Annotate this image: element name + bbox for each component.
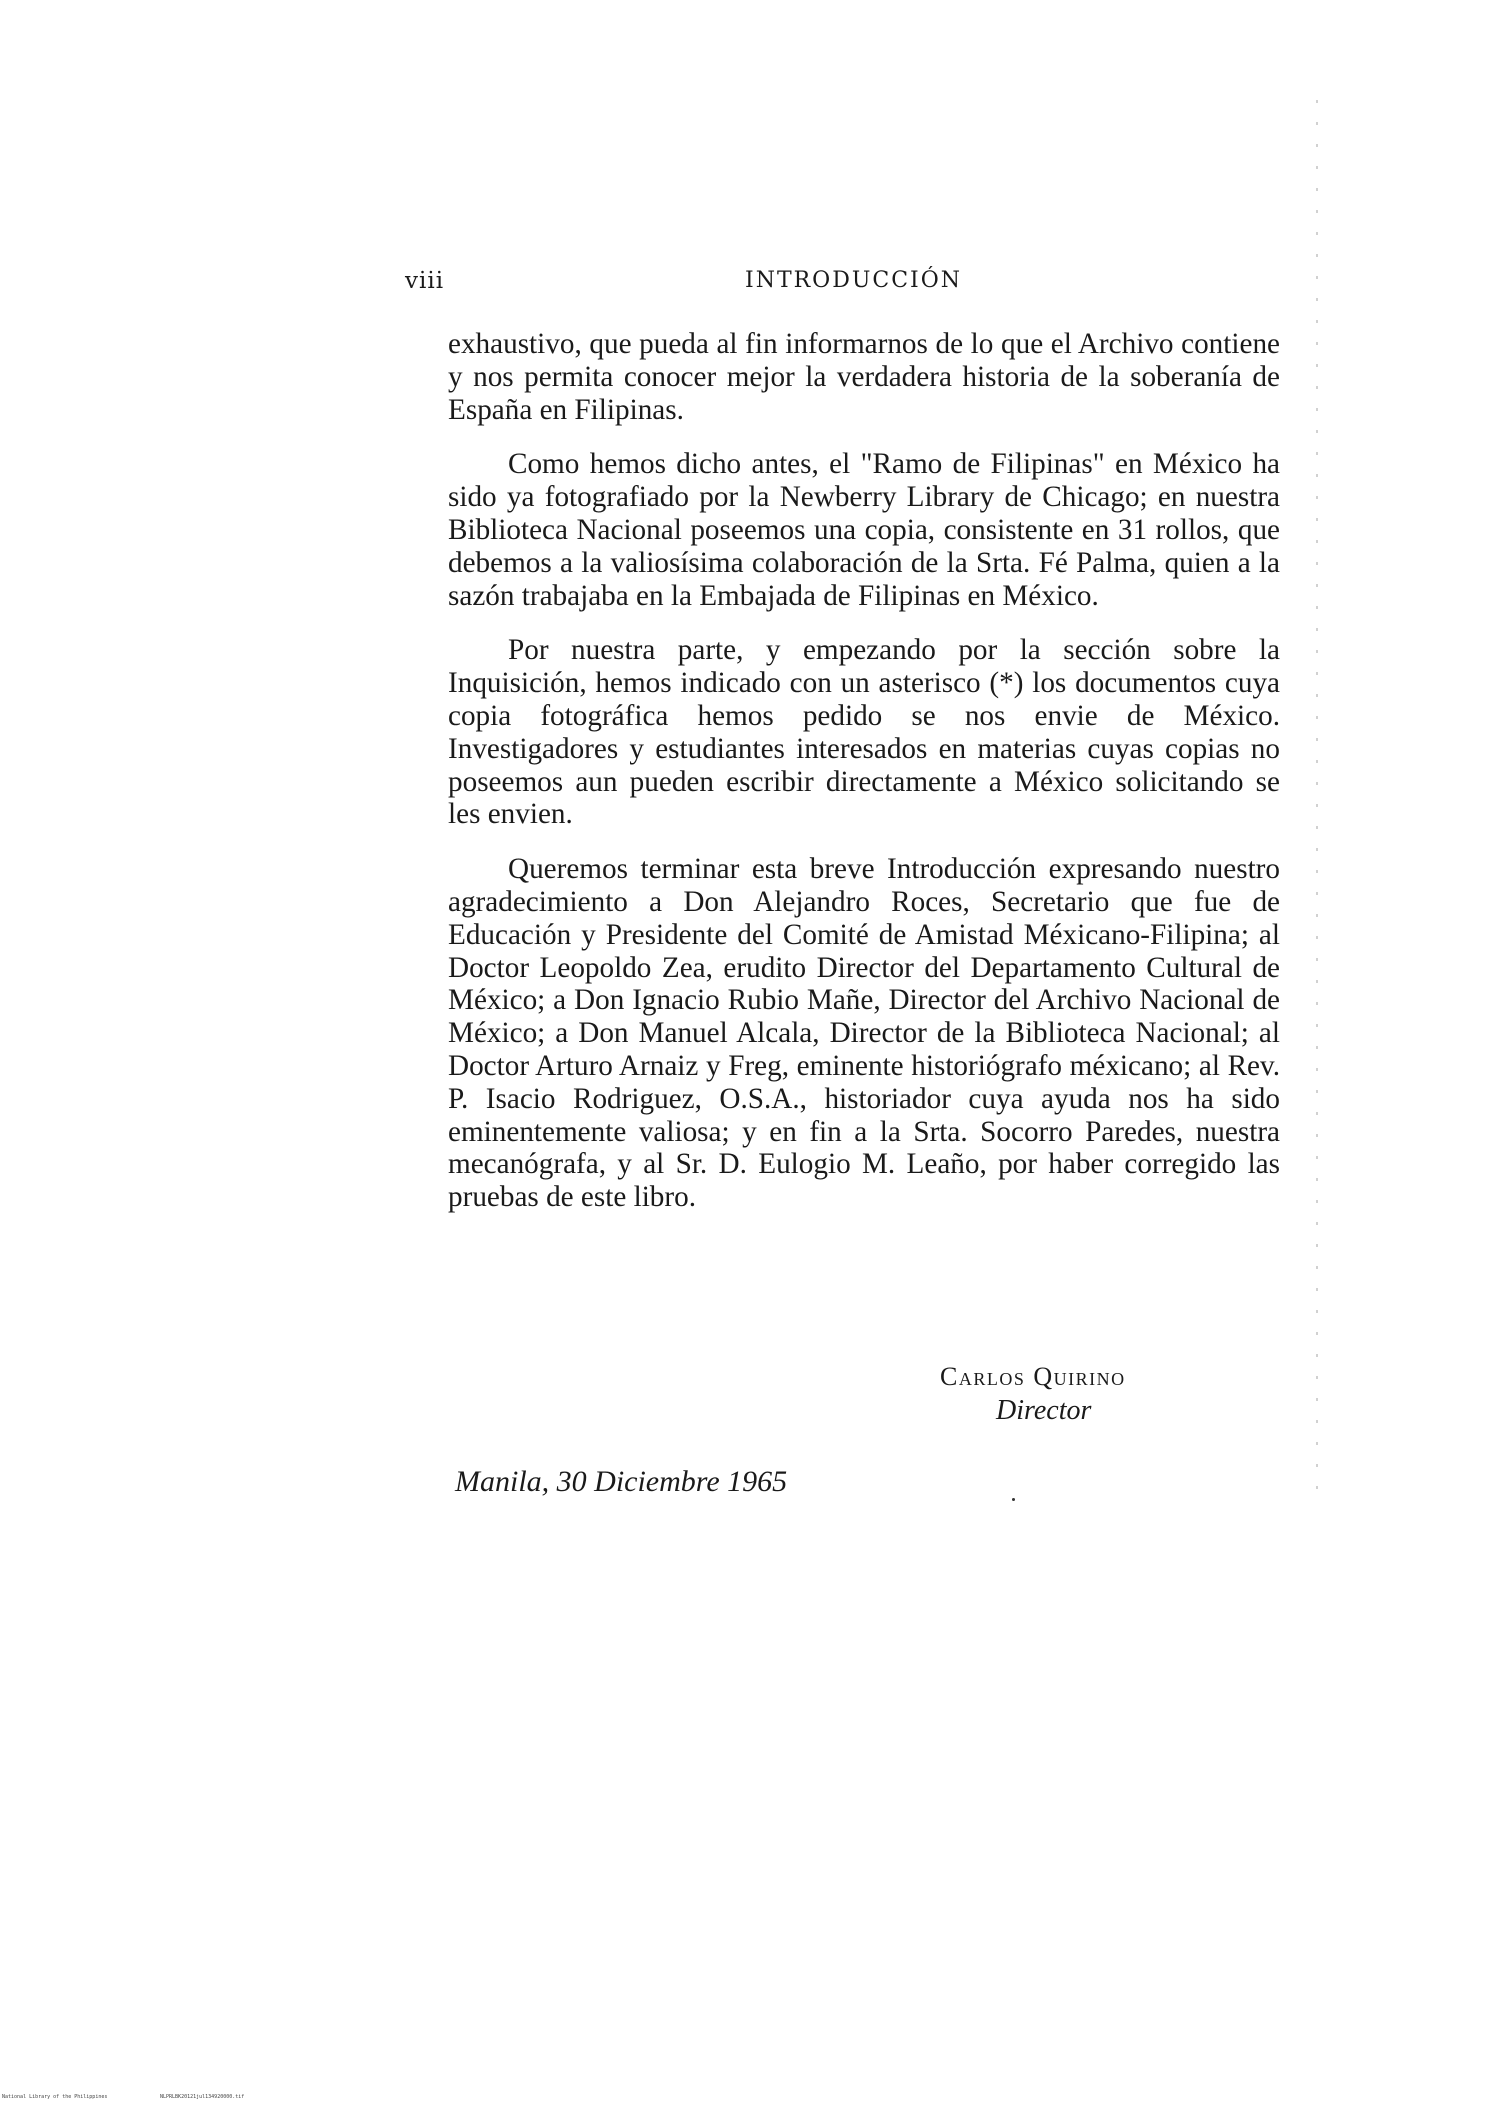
- signature-name: Carlos Quirino: [940, 1362, 1126, 1391]
- paragraph-2: Como hemos dicho antes, el "Ramo de Filipinas" en México ha sido ya fotografiado por la Newberry Library de Chicago; en nuestra Biblioteca Nacional poseemos una copia, consistente en 31 rollos, que debemos a la valiosísima colaboración de la Srta. Fé Palma, quien a la sazón trabajaba en la Embajada de Filipinas en México.: [448, 448, 1280, 612]
- footer-file-id: NLPRLBK20121jul134920000.tif: [160, 2094, 245, 2100]
- running-head: [405, 268, 1285, 298]
- scan-edge-marks: [1316, 100, 1318, 1500]
- signature-title: Director: [996, 1395, 1092, 1426]
- running-title: INTRODUCCIÓN: [745, 268, 963, 293]
- page-number: viii: [405, 268, 445, 294]
- paragraph-4: Queremos terminar esta breve Introducción expresando nuestro agradecimiento a Don Alejandro Roces, Secretario que fue de Educación y Presidente del Comité de Amistad Méxicano-Filipina; al Doctor Leopoldo Zea, erudito Director del Departamento Cultural de México; a Don Ignacio Rubio Mañe, Director del Archivo Nacional de México; a Don Manuel Alcala, Director de la Biblioteca Nacional; al Doctor Arturo Arnaiz y Freg, eminente historiógrafo méxicano; al Rev. P. Isacio Rodriguez, O.S.A., historiador cuya ayuda nos ha sido eminentemente valiosa; y en fin a la Srta. Socorro Paredes, nuestra mecanógrafa, y al Sr. D. Eulogio M. Leaño, por haber corregido las pruebas de este libro.: [448, 853, 1280, 1214]
- dateline: Manila, 30 Diciembre 1965: [455, 1465, 788, 1498]
- paragraph-1: exhaustivo, que pueda al fin informarnos de lo que el Archivo contiene y nos permita conocer mejor la verdadera historia de la soberanía de España en Filipinas.: [448, 328, 1280, 426]
- ink-speck: [1012, 1498, 1015, 1501]
- signature-block: [940, 1360, 1280, 1428]
- footer-library: National Library of the Philippines: [2, 2094, 108, 2100]
- body-text: [448, 328, 1280, 1236]
- paragraph-3: Por nuestra parte, y empezando por la sección sobre la Inquisición, hemos indicado con un asterisco (*) los documentos cuya copia fotográfica hemos pedido se nos envie de México. Investigadores y estudiantes interesados en materias cuyas copias no poseemos aun pueden escribir directamente a México solicitando se les envien.: [448, 634, 1280, 831]
- scan-footer: [0, 2094, 1489, 2108]
